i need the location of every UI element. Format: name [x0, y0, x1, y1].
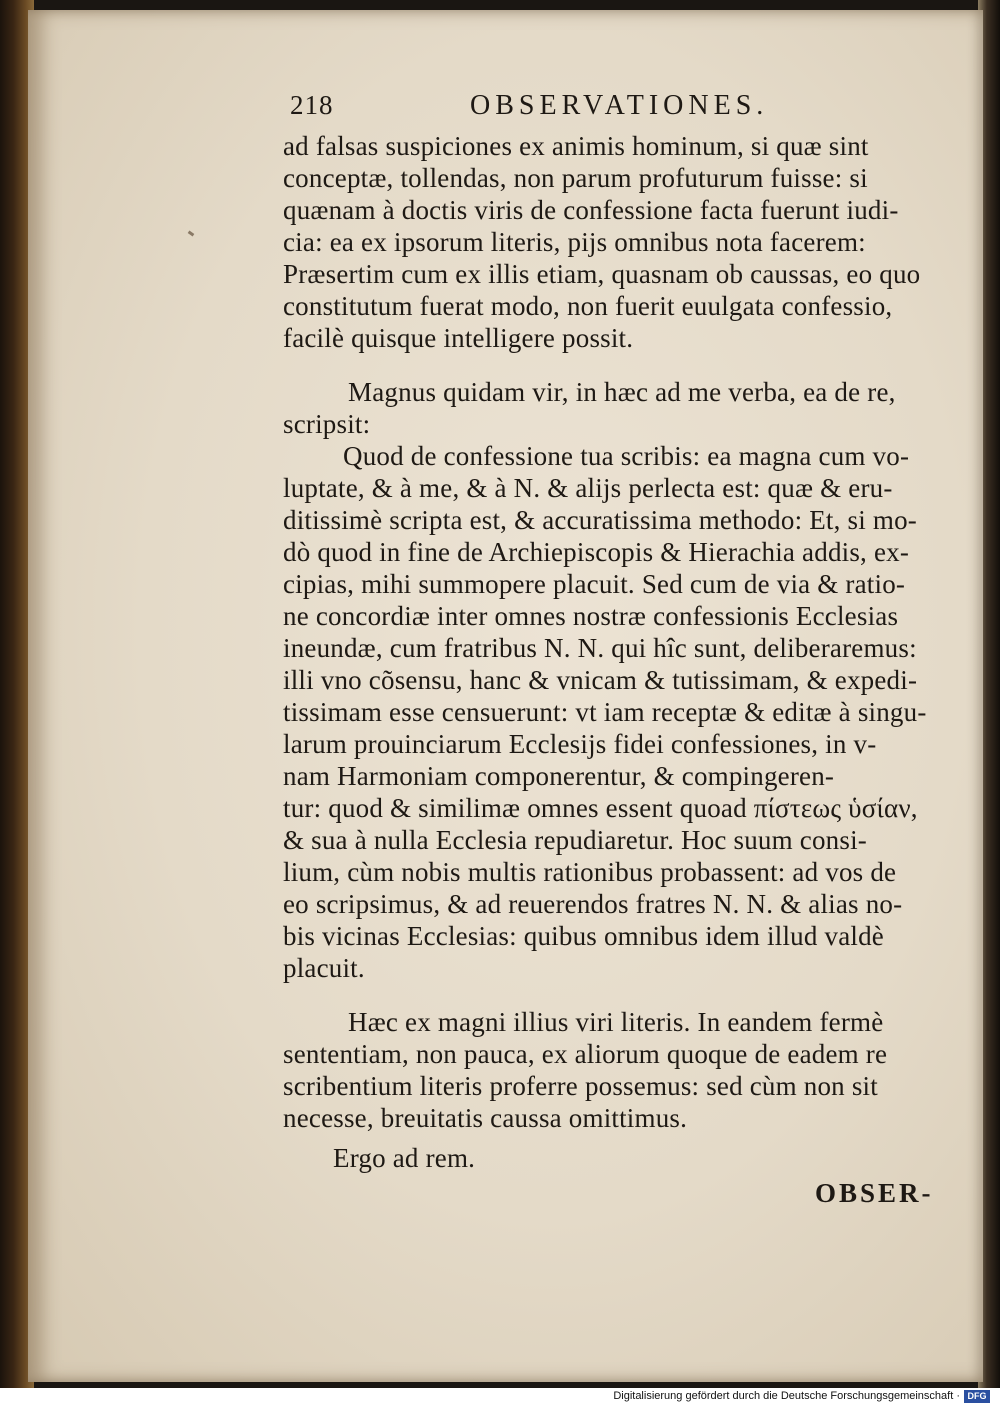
text-line: Magnus quidam vir, in hæc ad me verba, ea de re,	[348, 377, 896, 407]
text-line: constitutum fuerat modo, non fuerit euulgata confessio,	[283, 291, 893, 321]
text-line: Hæc ex magni illius viri literis. In eandem fermè	[348, 1007, 884, 1037]
text-line: lium, cùm nobis multis rationibus probassent: ad vos de	[283, 857, 897, 887]
text-line: luptate, & à me, & à N. & alijs perlecta est: quæ & eru-	[283, 473, 893, 503]
text-line: necesse, breuitatis caussa omittimus.	[283, 1103, 688, 1133]
text-line: cipias, mihi summopere placuit. Sed cum de via & ratio-	[283, 569, 906, 599]
text-line: ne concordiæ inter omnes nostræ confessionis Ecclesias	[283, 601, 899, 631]
text-line: scribentium literis proferre possemus: sed cùm non sit	[283, 1071, 878, 1101]
text-line: illi vno cõsensu, hanc & vnicam & tutissimam, & expedi-	[283, 665, 918, 695]
text-line: larum prouinciarum Ecclesijs fidei confessiones, in v-	[283, 729, 877, 759]
text-line: bis vicinas Ecclesias: quibus omnibus idem illud valdè	[283, 921, 884, 951]
text-line: cia: ea ex ipsorum literis, pijs omnibus nota facerem:	[283, 227, 866, 257]
text-line: dò quod in fine de Archiepiscopis & Hierachia addis, ex-	[283, 537, 910, 567]
text-line: placuit.	[283, 953, 365, 983]
text-line: Ergo ad rem.	[333, 1143, 476, 1173]
text-line: ineundæ, cum fratribus N. N. qui hîc sunt, deliberaremus:	[283, 633, 917, 663]
text-line: ad falsas suspiciones ex animis hominum, si quæ sint	[283, 131, 869, 161]
digitization-credit: Digitalisierung gefördert durch die Deutsche Forschungsgemeinschaft ·	[613, 1390, 960, 1402]
dfg-logo-icon: DFG	[964, 1390, 990, 1403]
text-line: Præsertim cum ex illis etiam, quasnam ob caussas, eo quo	[283, 259, 921, 289]
body-text	[283, 130, 963, 1174]
text-line: nam Harmoniam componerentur, & compingeren-	[283, 761, 835, 791]
text-line: quænam à doctis viris de confessione facta fuerunt iudi-	[283, 195, 899, 225]
text-line: eo scripsimus, & ad reuerendos fratres N. N. & alias no-	[283, 889, 903, 919]
text-line: scripsit:	[283, 409, 371, 439]
text-line: sententiam, non pauca, ex aliorum quoque de eadem re	[283, 1039, 888, 1069]
text-line: conceptæ, tollendas, non parum profuturum fuisse: si	[283, 163, 868, 193]
page-number: 218	[290, 90, 334, 120]
text-line: ditissimè scripta est, & accuratissima methodo: Et, si mo-	[283, 505, 917, 535]
text-line: & sua à nulla Ecclesia repudiaretur. Hoc suum consi-	[283, 825, 867, 855]
running-head: OBSERVATIONES.	[470, 90, 769, 121]
text-line: tur: quod & similimæ omnes essent quoad πίστεως ὑσίαν,	[283, 793, 918, 823]
text-line: Quod de confessione tua scribis: ea magna cum vo-	[343, 441, 910, 471]
text-line: facilè quisque intelligere possit.	[283, 323, 634, 353]
text-line: tissimam esse censuerunt: vt iam receptæ & editæ à singu-	[283, 697, 927, 727]
catchword: OBSER-	[815, 1178, 934, 1208]
